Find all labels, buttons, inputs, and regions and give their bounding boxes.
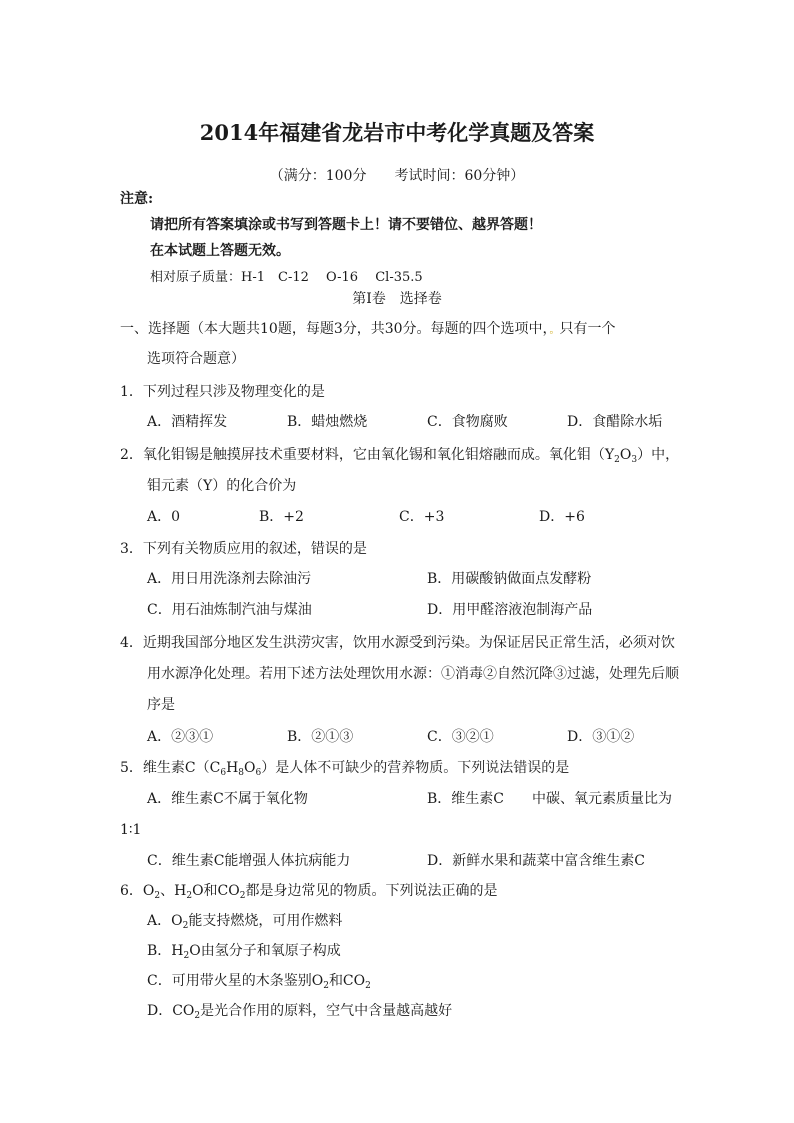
q6-stem-co: O和CO [192, 883, 240, 899]
q6-b-text-end: O由氢分子和氧原子构成 [189, 943, 341, 959]
question-6-stem [120, 882, 497, 900]
notice-line-1: 请把所有答案填涂或书写到答题卡上！请不要错位、越界答题！ [150, 217, 542, 233]
question-2-stem [120, 446, 679, 464]
q6-d-text-end: 是光合作用的原料，空气中含量越高越好 [200, 1003, 453, 1019]
section-heading-text-end: 只有一个 [559, 321, 616, 337]
q6-sub-3: 2 [239, 891, 246, 901]
q6-stem-o: 6．O [120, 883, 155, 899]
question-5-option-a: A．维生素C不属于氧化物 [147, 791, 308, 807]
q6-a-sub: 2 [182, 921, 189, 931]
q2-sub-2: 3 [631, 455, 638, 465]
question-5-option-d: D．新鲜水果和蔬菜中富含维生素C [427, 853, 645, 869]
question-6-option-a [147, 912, 342, 930]
question-3-option-b: B．用碳酸钠做面点发酵粉 [427, 571, 592, 587]
q5-sub-2: 8 [238, 768, 245, 778]
question-6-option-d [147, 1002, 452, 1020]
exam-subtitle: （满分：100分 考试时间：60分钟） [269, 168, 525, 184]
q6-c-text: C．可用带火星的木条鉴别O [147, 973, 324, 989]
question-2-option-d: D．+6 [539, 509, 585, 525]
question-1-option-b: B．蜡烛燃烧 [287, 414, 368, 430]
question-6-option-b [147, 942, 341, 960]
q6-c-sub-1: 2 [323, 981, 329, 991]
question-1-option-d: D．食醋除水垢 [567, 414, 663, 430]
q6-b-text: B．H [147, 943, 184, 959]
question-6-option-c [147, 972, 371, 990]
question-4-option-a: A．②③① [147, 729, 214, 745]
q6-stem-h: 、H [160, 883, 187, 899]
question-1-stem: 1．下列过程只涉及物理变化的是 [120, 384, 325, 400]
q6-c-text-mid: 和CO [328, 973, 366, 989]
q6-b-sub: 2 [183, 951, 190, 961]
question-2-stem-cont: 钼元素（Y）的化合价为 [147, 478, 297, 494]
question-3-option-c: C．用石油炼制汽油与煤油 [147, 602, 312, 618]
section-heading [120, 320, 616, 340]
question-4-option-c: C．③②① [427, 729, 494, 745]
q5-sub-3: 6 [255, 768, 262, 778]
question-2-option-a: A．0 [147, 509, 181, 525]
question-1-option-c: C．食物腐败 [427, 414, 508, 430]
q5-stem-o: O [244, 760, 256, 776]
question-4-stem: 4．近期我国部分地区发生洪涝灾害，饮用水源受到污染。为保证居民正常生活，必须对饮 [120, 635, 675, 651]
q2-stem-o: O [619, 447, 632, 463]
question-5-option-c: C．维生素C能增强人体抗病能力 [147, 853, 351, 869]
q5-stem-h: H [226, 760, 239, 776]
q5-stem-text: 5．维生素C（C [120, 760, 221, 776]
question-2-option-b: B．+2 [259, 509, 304, 525]
question-3-stem: 3．下列有关物质应用的叙述，错误的是 [120, 541, 367, 557]
q6-stem-end: 都是身边常见的物质。下列说法正确的是 [245, 883, 498, 899]
q5-sub-1: 6 [220, 768, 227, 778]
part-title: 第Ⅰ卷 选择卷 [352, 291, 442, 307]
q2-stem-end: ）中， [637, 447, 680, 463]
q6-c-sub-2: 2 [365, 981, 371, 991]
question-1-option-a: A．酒精挥发 [147, 414, 228, 430]
question-4-stem-cont-1: 用水源净化处理。若用下述方法处理饮用水源：①消毒②自然沉降③过滤，处理先后顺 [147, 666, 679, 682]
stray-mark: 。 [549, 325, 560, 336]
question-4-option-d: D．③①② [567, 729, 635, 745]
q2-stem-text: 2．氧化钼锡是触摸屏技术重要材料，它由氧化锡和氧化钼熔融而成。氧化钼（Y [120, 447, 615, 463]
q5-stem-end: ）是人体不可缺少的营养物质。下列说法错误的是 [261, 760, 570, 776]
atomic-mass: 相对原子质量：H-1 C-12 O-16 Cl-35.5 [150, 270, 423, 285]
q6-d-text: D．CO [147, 1003, 195, 1019]
q6-a-text: A．O [147, 913, 183, 929]
question-4-stem-cont-2: 序是 [147, 697, 175, 713]
notice-label: 注意: [120, 191, 154, 207]
q6-sub-1: 2 [154, 891, 161, 901]
question-5-stem [120, 759, 569, 777]
q6-a-text-end: 能支持燃烧，可用作燃料 [188, 913, 343, 929]
question-3-option-d: D．用甲醛溶液泡制海产品 [427, 602, 593, 618]
question-4-option-b: B．②①③ [287, 729, 354, 745]
section-heading-cont: 选项符合题意） [147, 351, 245, 367]
q2-sub-1: 2 [614, 455, 620, 465]
question-5-option-b-cont: 1∶1 [120, 822, 142, 838]
exam-title: 2014年福建省龙岩市中考化学真题及答案 [199, 120, 595, 145]
question-5-option-b: B．维生素C 中碳、氧元素质量比为 [427, 791, 672, 807]
question-2-option-c: C．+3 [399, 509, 445, 525]
question-3-option-a: A．用日用洗涤剂去除油污 [147, 571, 312, 587]
notice-line-2: 在本试题上答题无效。 [150, 243, 290, 259]
q6-sub-2: 2 [186, 891, 193, 901]
q6-d-sub: 2 [194, 1011, 201, 1021]
section-heading-text: 一、选择题（本大题共10题，每题3分，共30分。每题的四个选项中， [120, 321, 550, 337]
